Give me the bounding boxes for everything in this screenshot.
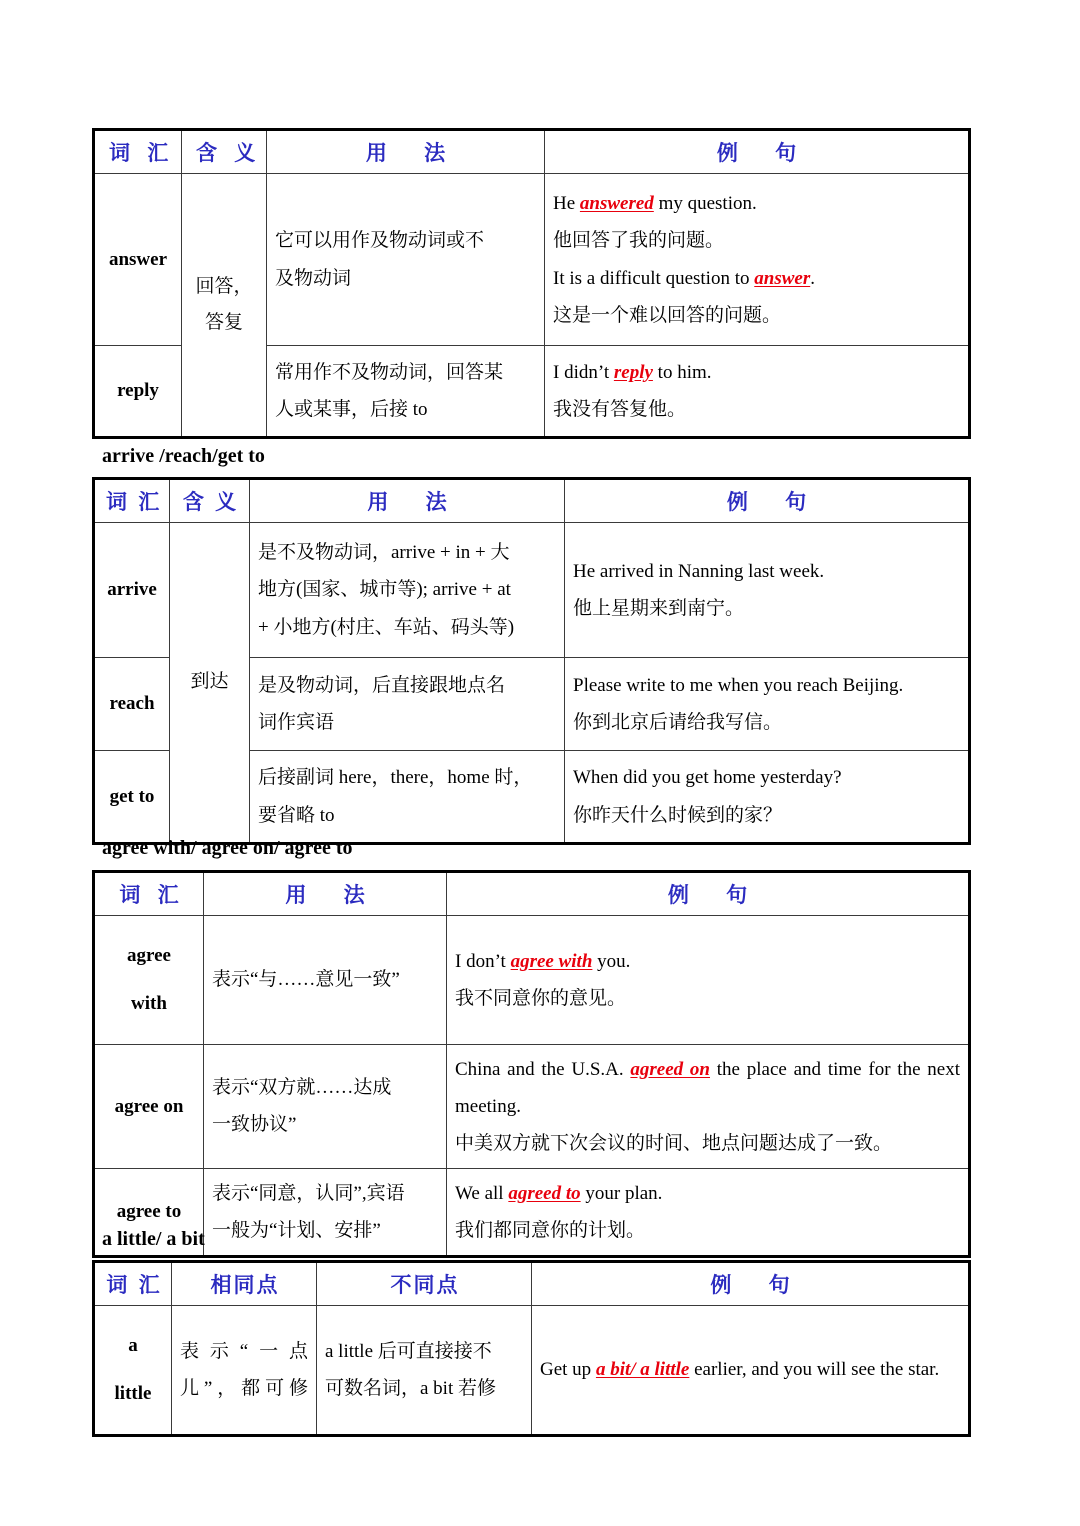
- usage-line: 它可以用作及物动词或不: [275, 230, 485, 252]
- column-header-usage: 用 法: [267, 130, 545, 174]
- example-agree-on: [447, 1044, 970, 1168]
- example-line: 中美双方就下次会议的时间、地点问题达成了一致。: [455, 1132, 893, 1154]
- section-heading-a-little: a little/ a bit: [102, 1228, 205, 1250]
- usage-line: 表示“与……意见一致”: [212, 969, 400, 991]
- example-answer: [545, 174, 970, 346]
- word-line: little: [114, 1383, 152, 1405]
- word-arrive: arrive: [94, 523, 170, 658]
- usage-line: 是不及物动词，arrive + in + 大: [258, 542, 510, 564]
- keyword: answered: [579, 193, 654, 215]
- example-a-little: [532, 1306, 970, 1436]
- column-header-meaning: 含 义: [170, 479, 250, 523]
- usage-agree-to: [204, 1169, 447, 1257]
- arrive-reach-getto-table: [92, 477, 971, 845]
- word-agree-with: [94, 916, 204, 1045]
- table-header-row: [94, 479, 970, 523]
- usage-line: 后接副词 here，there，home 时，: [258, 767, 533, 789]
- usage-agree-on: [204, 1044, 447, 1168]
- diff-line: 可数名词，a bit 若修: [325, 1377, 496, 1399]
- example-line: It is a difficult question to answer.: [553, 267, 815, 289]
- example-line: 这是一个难以回答的问题。: [553, 304, 782, 326]
- usage-agree-with: [204, 916, 447, 1045]
- keyword: agree with: [510, 950, 593, 972]
- example-line: 你到北京后请给我写信。: [573, 712, 783, 733]
- keyword: answer: [754, 267, 811, 289]
- table-row: [94, 1044, 970, 1168]
- usage-line: 人或某事，后接 to: [275, 399, 428, 420]
- keyword: agreed to: [508, 1183, 581, 1205]
- word-answer: answer: [94, 174, 182, 346]
- usage-line: + 小地方(村庄、车站、码头等): [258, 616, 515, 638]
- example-agree-to: [447, 1169, 970, 1257]
- example-line: 我没有答复他。: [553, 399, 687, 420]
- word-agree-on: agree on: [94, 1044, 204, 1168]
- table-header-row: [94, 1262, 970, 1306]
- same-line: 儿”，都可修: [180, 1377, 308, 1399]
- same-line: 表示“一点: [180, 1340, 308, 1362]
- answer-reply-table: [92, 128, 971, 439]
- word-reply: reply: [94, 346, 182, 438]
- keyword: agreed on: [630, 1058, 710, 1080]
- usage-line: 地方(国家、城市等); arrive + at: [258, 579, 511, 601]
- meaning-line: 回答，: [195, 275, 253, 297]
- table-header-row: [94, 872, 970, 916]
- section-heading-arrive: arrive /reach/get to: [102, 445, 265, 467]
- example-line: I don’t agree with you.: [455, 950, 631, 972]
- different-point-a-little: [317, 1306, 532, 1436]
- example-line: We all agreed to your plan.: [455, 1183, 663, 1205]
- example-line: He arrived in Nanning last week.: [573, 560, 825, 582]
- usage-line: 表示“同意，认同”,宾语: [212, 1183, 405, 1205]
- usage-line: 及物动词: [275, 267, 352, 289]
- meaning-arrive-group: 到达: [170, 523, 250, 844]
- column-header-example: 例 句: [532, 1262, 970, 1306]
- usage-line: 要省略 to: [258, 804, 335, 826]
- usage-reply: [267, 346, 545, 438]
- usage-answer: [267, 174, 545, 346]
- example-line: 你昨天什么时候到的家？: [573, 804, 783, 826]
- example-get-to: [565, 751, 970, 844]
- example-line: I didn’t reply to him.: [553, 361, 712, 383]
- agree-table: [92, 870, 971, 1258]
- column-header-word: 词 汇: [94, 872, 204, 916]
- usage-get-to: [250, 751, 565, 844]
- word-line: agree: [127, 945, 171, 966]
- usage-line: 是及物动词，后直接跟地点名: [258, 674, 506, 696]
- meaning-answer-reply: [182, 174, 267, 438]
- usage-line: 常用作不及物动词，回答某: [275, 361, 504, 383]
- example-line: China and the U.S.A. agreed on the place and time for the next meeting.: [455, 1058, 960, 1117]
- column-header-meaning: 含 义: [182, 130, 267, 174]
- keyword: a bit/ a little: [595, 1359, 690, 1381]
- word-line: a: [128, 1335, 138, 1356]
- column-header-example: 例 句: [447, 872, 970, 916]
- example-line: Get up a bit/ a little earlier, and you will see the star.: [540, 1359, 940, 1381]
- same-point-a-little: [172, 1306, 317, 1436]
- column-header-example: 例 句: [565, 479, 970, 523]
- example-line: When did you get home yesterday?: [573, 767, 842, 789]
- usage-arrive: [250, 523, 565, 658]
- example-line: 他上星期来到南宁。: [573, 598, 745, 619]
- meaning-line: 答复: [204, 312, 243, 333]
- word-reach: reach: [94, 658, 170, 751]
- a-little-a-bit-table: [92, 1260, 971, 1437]
- example-line: 他回答了我的问题。: [553, 230, 725, 252]
- table-row: [94, 174, 970, 346]
- section-heading-agree: agree with/ agree on/ agree to: [102, 837, 353, 859]
- usage-line: 一般为“计划、安排”: [212, 1220, 381, 1242]
- example-arrive: [565, 523, 970, 658]
- table-row: [94, 916, 970, 1045]
- column-header-usage: 用 法: [250, 479, 565, 523]
- column-header-word: 词 汇: [94, 1262, 172, 1306]
- column-header-different: 不同点: [317, 1262, 532, 1306]
- example-line: 我们都同意你的计划。: [455, 1220, 646, 1242]
- example-agree-with: [447, 916, 970, 1045]
- usage-line: 词作宾语: [258, 712, 335, 733]
- word-line: with: [131, 993, 167, 1015]
- word-get-to: get to: [94, 751, 170, 844]
- table-row: [94, 523, 970, 658]
- column-header-same: 相同点: [172, 1262, 317, 1306]
- table-row: [94, 1306, 970, 1436]
- column-header-example: 例 句: [545, 130, 970, 174]
- diff-line: a little 后可直接接不: [325, 1340, 492, 1362]
- column-header-word: 词 汇: [94, 130, 182, 174]
- word-a-little: [94, 1306, 172, 1436]
- keyword: reply: [613, 361, 653, 383]
- example-line: 我不同意你的意见。: [455, 987, 627, 1009]
- example-reply: [545, 346, 970, 438]
- example-reach: [565, 658, 970, 751]
- usage-line: 一致协议”: [212, 1114, 297, 1136]
- column-header-usage: 用 法: [204, 872, 447, 916]
- usage-line: 表示“双方就……达成: [212, 1077, 392, 1099]
- word-agree-to: agree to: [94, 1169, 204, 1257]
- table-header-row: [94, 130, 970, 174]
- column-header-word: 词 汇: [94, 479, 170, 523]
- usage-reach: [250, 658, 565, 751]
- example-line: Please write to me when you reach Beijing.: [573, 674, 904, 696]
- table-row: [94, 1169, 970, 1257]
- example-line: He answered my question.: [553, 193, 757, 215]
